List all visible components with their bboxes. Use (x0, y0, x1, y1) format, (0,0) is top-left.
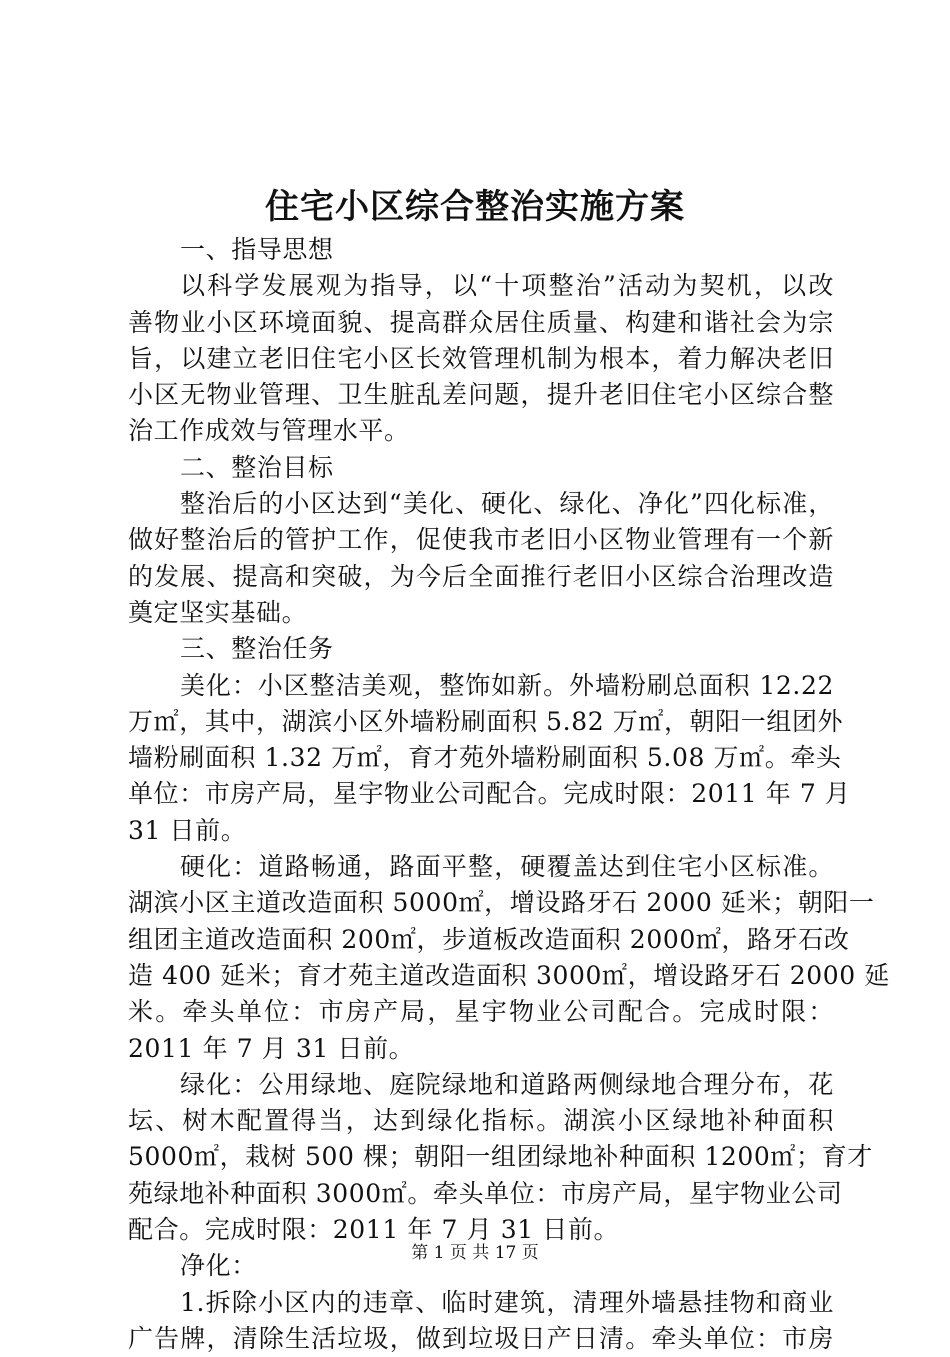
paragraph-line: 单位：市房产局，星宇物业公司配合。完成时限：2011 年 7 月 (128, 779, 851, 809)
paragraph-line: 造 400 延米；育才苑主道改造面积 3000㎡，增设路牙石 2000 延 (128, 960, 890, 990)
paragraph-line: 整治后的小区达到“美化、硬化、绿化、净化”四化标准， (180, 489, 834, 519)
paragraph-line: 苑绿地补种面积 3000㎡。牵头单位：市房产局，星宇物业公司 (128, 1178, 843, 1208)
paragraph-line: 做好整治后的管护工作，促使我市老旧小区物业管理有一个新 (128, 525, 834, 555)
paragraph-line: 米。牵头单位：市房产局，星宇物业公司配合。完成时限： (128, 997, 834, 1027)
paragraph-line: 净化： (180, 1251, 257, 1281)
paragraph-line: 旨，以建立老旧住宅小区长效管理机制为根本，着力解决老旧 (128, 343, 834, 373)
paragraph-line: 治工作成效与管理水平。 (128, 416, 410, 446)
paragraph-line: 的发展、提高和突破，为今后全面推行老旧小区综合治理改造 (128, 561, 834, 591)
page-footer: 第 1 页 共 17 页 (411, 1243, 539, 1263)
paragraph-line: 硬化：道路畅通，路面平整，硬覆盖达到住宅小区标准。 (180, 852, 834, 882)
paragraph-line: 31 日前。 (128, 815, 247, 845)
section-heading-2: 二、整治目标 (180, 452, 334, 482)
paragraph-line: 广告牌，清除生活垃圾，做到垃圾日产日清。牵头单位：市房 (128, 1323, 834, 1353)
paragraph-line: 绿化：公用绿地、庭院绿地和道路两侧绿地合理分布，花 (180, 1069, 834, 1099)
paragraph-line: 配合。完成时限：2011 年 7 月 31 日前。 (128, 1215, 620, 1245)
paragraph-line: 1.拆除小区内的违章、临时建筑，清理外墙悬挂物和商业 (180, 1287, 834, 1317)
paragraph-line: 湖滨小区主道改造面积 5000㎡，增设路牙石 2000 延米；朝阳一 (128, 888, 875, 918)
section-heading-1: 一、指导思想 (180, 235, 334, 264)
document-body (128, 232, 890, 1357)
document-title: 住宅小区综合整治实施方案 (265, 187, 685, 227)
paragraph-line: 以科学发展观为指导，以“十项整治”活动为契机，以改 (180, 271, 834, 301)
section-heading-3: 三、整治任务 (180, 634, 334, 664)
paragraph-line: 奠定坚实基础。 (128, 597, 308, 627)
paragraph-line: 2011 年 7 月 31 日前。 (128, 1033, 415, 1063)
paragraph-line: 美化：小区整洁美观，整饰如新。外墙粉刷总面积 12.22 (180, 670, 834, 700)
paragraph-line: 万㎡，其中，湖滨小区外墙粉刷面积 5.82 万㎡，朝阳一组团外 (128, 706, 844, 736)
paragraph-line: 墙粉刷面积 1.32 万㎡，育才苑外墙粉刷面积 5.08 万㎡。牵头 (128, 743, 842, 773)
paragraph-line: 坛、树木配置得当，达到绿化指标。湖滨小区绿地补种面积 (128, 1106, 834, 1136)
paragraph-line: 小区无物业管理、卫生脏乱差问题，提升老旧住宅小区综合整 (128, 380, 834, 410)
paragraph-line: 组团主道改造面积 200㎡，步道板改造面积 2000㎡，路牙石改 (128, 924, 850, 954)
paragraph-line: 善物业小区环境面貌、提高群众居住质量、构建和谐社会为宗 (128, 307, 834, 337)
paragraph-line: 5000㎡，栽树 500 棵；朝阳一组团绿地补种面积 1200㎡；育才 (128, 1142, 873, 1172)
